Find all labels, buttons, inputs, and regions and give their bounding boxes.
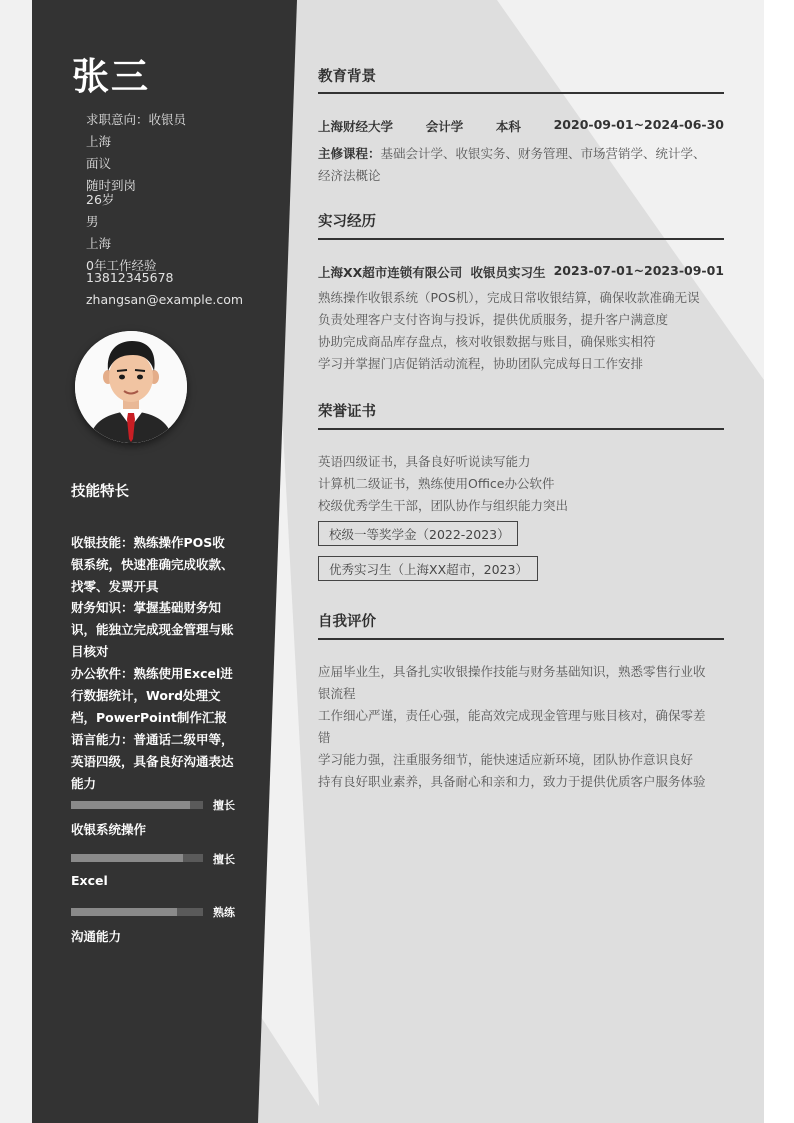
skill-finance — [71, 597, 236, 662]
skill-text: 普通话二级甲等，英语四级，具备良好沟通表达能力 — [71, 732, 234, 791]
work-experience: 0年工作经验 — [86, 258, 157, 273]
candidate-name: 张三 — [72, 55, 150, 98]
skill-bar-fill — [71, 801, 190, 809]
list-item: 学习并掌握门店促销活动流程，协助团队完成每日工作安排 — [318, 356, 644, 371]
skill-text: 掌握基础财务知识，能独立完成现金管理与账目核对 — [71, 600, 234, 659]
availability: 随时到岗 — [86, 178, 137, 193]
courses-text: 基础会计学、收银实务、财务管理、市场营销学、统计学、 — [380, 146, 706, 161]
courses — [318, 143, 724, 187]
job-role: 收银员实习生 — [470, 265, 546, 280]
list-item: 熟练操作收银系统（POS机），完成日常收银结算，确保收款准确无误 — [318, 290, 700, 305]
skill-level: 擅长 — [213, 799, 235, 812]
education-row — [318, 117, 724, 135]
internship-details — [318, 287, 724, 375]
skill-name: 沟通能力 — [71, 929, 122, 944]
skill-bar-fill — [71, 854, 183, 862]
text-line: 错 — [318, 730, 331, 745]
expected-salary: 面议 — [86, 156, 112, 171]
gender: 男 — [86, 214, 99, 229]
section-divider — [318, 92, 724, 94]
internship-row — [318, 263, 724, 281]
avatar — [75, 331, 187, 443]
education-period: 2020-09-01~2024-06-30 — [553, 117, 724, 132]
skill-cashier — [71, 532, 236, 597]
award-badge: 校级一等奖学金（2022-2023） — [318, 521, 518, 546]
section-divider — [318, 638, 724, 640]
skill-bar-track — [71, 854, 203, 862]
skill-name: 收银系统操作 — [71, 822, 147, 837]
courses-text: 经济法概论 — [318, 168, 381, 183]
award-badge: 优秀实习生（上海XX超市，2023） — [318, 556, 538, 581]
text-line: 应届毕业生，具备扎实收银操作技能与财务基础知识，熟悉零售行业收 — [318, 664, 706, 679]
text-line: 银流程 — [318, 686, 356, 701]
skill-label: 语言能力： — [71, 732, 134, 747]
skill-bar-track — [71, 801, 203, 809]
school-name: 上海财经大学 — [318, 119, 394, 134]
residence: 上海 — [86, 236, 112, 251]
skill-bar-track — [71, 908, 203, 916]
text-line: 工作细心严谨，责任心强，能高效完成现金管理与账目核对，确保零差 — [318, 708, 706, 723]
major: 会计学 — [425, 119, 464, 134]
email-address: zhangsan@example.com — [86, 292, 244, 307]
self-evaluation-title: 自我评价 — [318, 614, 376, 630]
avatar-portrait — [75, 331, 187, 443]
text-line: 学习能力强，注重服务细节，能快速适应新环境，团队协作意识良好 — [318, 752, 694, 767]
skills-title: 技能特长 — [71, 484, 129, 500]
skill-level: 擅长 — [213, 853, 235, 866]
preferred-city: 上海 — [86, 134, 112, 149]
internship-title: 实习经历 — [318, 214, 376, 230]
list-item: 计算机二级证书，熟练使用Office办公软件 — [318, 476, 555, 491]
education-title: 教育背景 — [318, 69, 376, 85]
courses-label: 主修课程： — [318, 146, 381, 161]
list-item: 英语四级证书，具备良好听说读写能力 — [318, 454, 531, 469]
section-divider — [318, 238, 724, 240]
skill-name: Excel — [71, 873, 108, 888]
skill-text: 熟练操作POS收银系统，快速准确完成收款、找零、发票开具 — [71, 535, 234, 594]
section-divider — [318, 428, 724, 430]
self-evaluation-text — [318, 661, 724, 793]
list-item: 校级优秀学生干部，团队协作与组织能力突出 — [318, 498, 569, 513]
internship-period: 2023-07-01~2023-09-01 — [553, 263, 724, 278]
phone-number: 13812345678 — [86, 270, 174, 285]
skill-level: 熟练 — [213, 906, 235, 919]
degree: 本科 — [495, 119, 521, 134]
company-name: 上海XX超市连锁有限公司 — [318, 265, 463, 280]
job-intention: 求职意向：收银员 — [86, 112, 187, 127]
skill-label: 财务知识： — [71, 600, 134, 615]
list-item: 负责处理客户支付咨询与投诉，提供优质服务，提升客户满意度 — [318, 312, 669, 327]
honors-list — [318, 451, 724, 517]
skill-text: 熟练使用Excel进行数据统计，Word处理文档，PowerPoint制作汇报 — [71, 666, 233, 725]
skill-label: 收银技能： — [71, 535, 134, 550]
honors-title: 荣誉证书 — [318, 404, 376, 420]
skill-office — [71, 663, 236, 728]
list-item: 协助完成商品库存盘点，核对收银数据与账目，确保账实相符 — [318, 334, 656, 349]
skill-label: 办公软件： — [71, 666, 134, 681]
text-line: 持有良好职业素养，具备耐心和亲和力，致力于提供优质客户服务体验 — [318, 774, 706, 789]
age: 26岁 — [86, 192, 115, 207]
skill-bar-fill — [71, 908, 177, 916]
skill-language — [71, 729, 236, 794]
